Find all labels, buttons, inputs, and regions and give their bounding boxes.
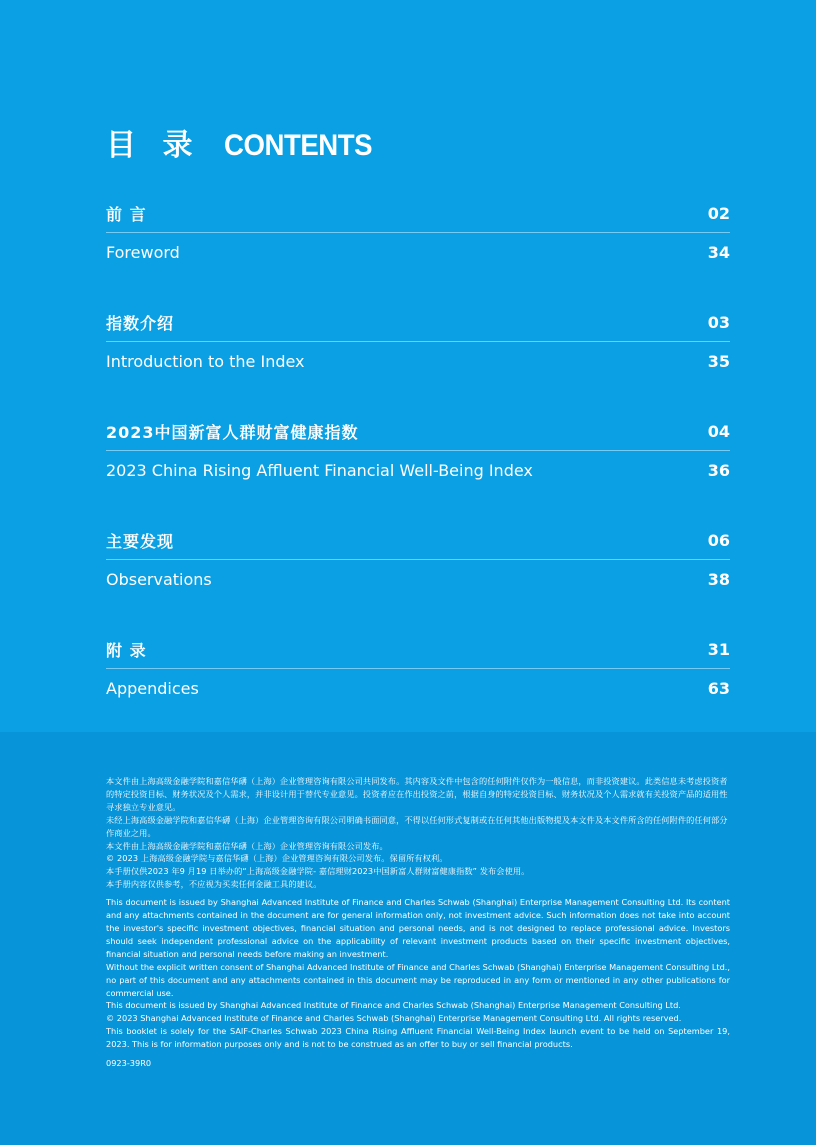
disclaimer-en-paragraph: This booklet is solely for the SAIF-Charles Schwab 2023 China Rising Affluent Financial Well-Being Index launch event to be held on September 19, 2023. This is for information purposes only and is not to be construed as an offer to buy or sell financial products.	[106, 1026, 730, 1050]
toc-page-cn: 04	[707, 421, 730, 441]
toc-link-en[interactable]	[106, 451, 730, 489]
toc-link-en[interactable]	[106, 669, 730, 707]
toc-link-en[interactable]	[106, 560, 730, 598]
toc-title-en: Appendices	[106, 678, 199, 698]
disclaimer-cn-paragraph: © 2023 上海高级金融学院与嘉信华礴（上海）企业管理咨询有限公司发布。保留所有权利。	[106, 853, 448, 864]
toc-heading-cn: 目 录	[106, 128, 201, 163]
disclaimer	[106, 775, 730, 1051]
toc-heading-en: CONTENTS	[224, 129, 373, 162]
toc-entry-index	[106, 412, 730, 521]
toc-entry-appendices	[106, 630, 730, 739]
toc-title-en: Observations	[106, 569, 212, 589]
toc-page-en: 63	[707, 678, 730, 698]
toc-link-en[interactable]	[106, 342, 730, 380]
toc-title-cn: 附 录	[106, 640, 147, 660]
document-code: 0923-39R0	[106, 1058, 152, 1068]
toc-title-cn: 指数介绍	[106, 313, 175, 333]
disclaimer-en-paragraph: Without the explicit written consent of Shanghai Advanced Institute of Finance and Charles Schwab (Shanghai) Enterprise Management Consulting Ltd., no part of this document and any attachments contained in this document may be reproduced in any form or mentioned in any other publications for commercial use.	[106, 961, 730, 998]
toc-page-cn: 03	[707, 312, 730, 332]
toc-page-cn: 31	[707, 639, 730, 659]
toc-page-cn: 06	[707, 530, 730, 550]
disclaimer-cn	[106, 775, 730, 891]
toc-page-cn: 02	[707, 203, 730, 223]
disclaimer-cn-paragraph: 本文件由上海高级金融学院和嘉信华礴（上海）企业管理咨询有限公司发布。	[106, 840, 388, 851]
toc-heading	[106, 120, 385, 164]
disclaimer-en-paragraph: This document is issued by Shanghai Advanced Institute of Finance and Charles Schwab (Shanghai) Enterprise Management Consulting Ltd.	[106, 1000, 681, 1011]
table-of-contents	[106, 194, 730, 739]
disclaimer-cn-paragraph: 本文件由上海高级金融学院和嘉信华礴（上海）企业管理咨询有限公司共同发布。其内容及文件中包含的任何附件仅作为一般信息，而非投资建议。此类信息未考虑投资者的特定投资目标、财务状况及个人需求，并非设计用于替代专业意见。投资者应在作出投资之前，根据自身的特定投资目标、财务状况及个人需求就有关投资产品的适用性寻求独立专业意见。	[106, 776, 728, 812]
disclaimer-en-paragraph: This document is issued by Shanghai Advanced Institute of Finance and Charles Schwab (Shanghai) Enterprise Management Consulting Ltd. Its content and any attachments contained in the document are for general information only, not investment advice. Such information does not take into account the investor's specific investment objectives, financial situation and personal needs, and is not designed to replace professional advice. Investors should seek independent professional advice on the applicability of relevant investment products based on their specific investment objectives, financial situation and personal needs before making an investment.	[106, 897, 730, 959]
toc-link-cn[interactable]	[106, 303, 730, 342]
toc-entry-introduction	[106, 303, 730, 412]
disclaimer-cn-paragraph: 本手册内容仅供参考，不应视为买卖任何金融工具的建议。	[106, 879, 322, 890]
toc-title-cn: 前 言	[106, 204, 147, 224]
toc-title-en: 2023 China Rising Affluent Financial Well-Being Index	[106, 460, 533, 480]
toc-link-cn[interactable]	[106, 630, 730, 669]
toc-title-cn: 主要发现	[106, 531, 175, 551]
disclaimer-cn-paragraph: 本手册仅供2023 年9 月19 日举办的“上海高级金融学院- 嘉信理财2023中国新富人群财富健康指数” 发布会使用。	[106, 866, 530, 877]
toc-entry-foreword	[106, 194, 730, 303]
toc-link-cn[interactable]	[106, 194, 730, 233]
disclaimer-cn-paragraph: 未经上海高级金融学院和嘉信华礴（上海）企业管理咨询有限公司明确书面同意，不得以任何形式复制或在任何其他出版物提及本文件及本文件所含的任何附件的任何部分作商业之用。	[106, 814, 728, 838]
disclaimer-en	[106, 896, 730, 1051]
toc-title-en: Introduction to the Index	[106, 351, 305, 371]
toc-title-en: Foreword	[106, 242, 180, 262]
disclaimer-en-paragraph: © 2023 Shanghai Advanced Institute of Finance and Charles Schwab (Shanghai) Enterprise Management Consulting Ltd. All rights reserved.	[106, 1013, 682, 1024]
toc-link-en[interactable]	[106, 233, 730, 271]
toc-page-en: 36	[707, 460, 730, 480]
toc-page-en: 35	[707, 351, 730, 371]
toc-link-cn[interactable]	[106, 521, 730, 560]
toc-title-cn: 2023中国新富人群财富健康指数	[106, 422, 359, 442]
toc-link-cn[interactable]	[106, 412, 730, 451]
toc-page-en: 38	[707, 569, 730, 589]
toc-entry-observations	[106, 521, 730, 630]
toc-page-en: 34	[707, 242, 730, 262]
